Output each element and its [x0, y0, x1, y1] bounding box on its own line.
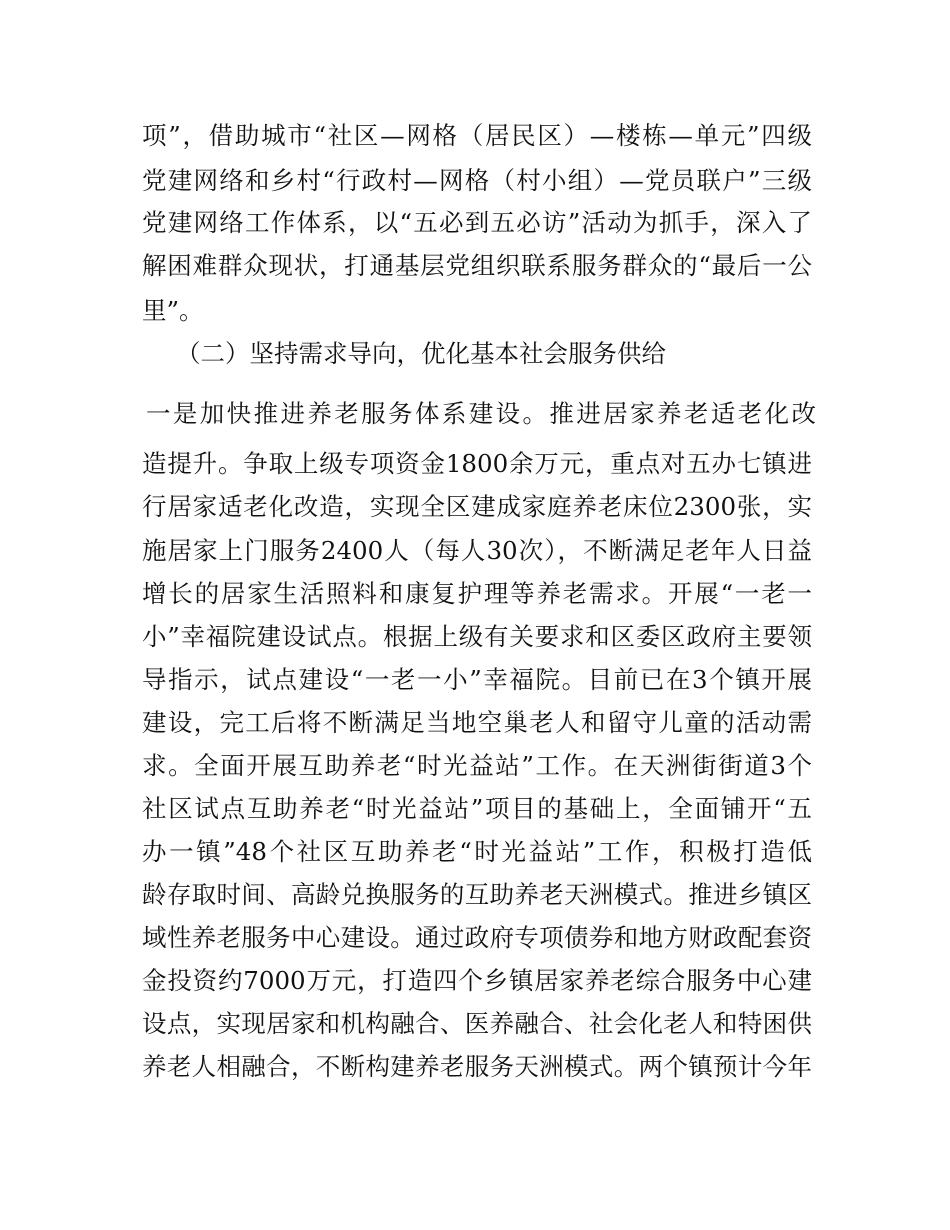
- text-line: 里”。: [142, 296, 204, 325]
- text-line: 建设，完工后将不断满足当地空巢老人和留守儿童的活动需: [142, 708, 812, 737]
- text-line: 导指示，试点建设“一老一小”幸福院。目前已在3个镇开展: [142, 665, 812, 694]
- text-line: 小”幸福院建设试点。根据上级有关要求和区委区政府主要领: [142, 622, 812, 651]
- text-line: 龄存取时间、高龄兑换服务的互助养老天洲模式。推进乡镇区: [142, 880, 812, 909]
- text-line: 施居家上门服务2400人（每人30次），不断满足老年人日益: [142, 536, 812, 565]
- text-line: 增长的居家生活照料和康复护理等养老需求。开展“一老一: [142, 579, 812, 608]
- text-line: 造提升。争取上级专项资金1800余万元，重点对五办七镇进: [142, 449, 812, 478]
- text-line: 设点，实现居家和机构融合、医养融合、社会化老人和特困供: [142, 1009, 812, 1038]
- text-line: 域性养老服务中心建设。通过政府专项债券和地方财政配套资: [142, 923, 812, 952]
- text-line: 金投资约7000万元，打造四个乡镇居家养老综合服务中心建: [142, 966, 812, 995]
- text-line: 党建网络工作体系，以“五必到五必访”活动为抓手，深入了: [142, 208, 812, 237]
- text-line: 党建网络和乡村“行政村—网格（村小组）—党员联户”三级: [142, 166, 812, 195]
- text-line: 办一镇”48个社区互助养老“时光益站”工作，积极打造低: [142, 837, 812, 866]
- text-line: 养老人相融合，不断构建养老服务天洲模式。两个镇预计今年: [142, 1052, 812, 1081]
- text-line: 求。全面开展互助养老“时光益站”工作。在天洲街街道3个: [142, 751, 812, 780]
- text-line: 项”，借助城市“社区—网格（居民区）—楼栋—单元”四级: [142, 121, 812, 150]
- text-line: 行居家适老化改造，实现全区建成家庭养老床位2300张，实: [142, 492, 812, 521]
- section-heading: （二）坚持需求导向，优化基本社会服务供给: [176, 339, 666, 368]
- text-line: 解困难群众现状，打通基层党组织联系服务群众的“最后一公: [142, 251, 812, 280]
- text-line: 社区试点互助养老“时光益站”项目的基础上，全面铺开“五: [142, 794, 812, 823]
- paragraph-first-line: 一是加快推进养老服务体系建设。推进居家养老适老化改: [146, 399, 816, 428]
